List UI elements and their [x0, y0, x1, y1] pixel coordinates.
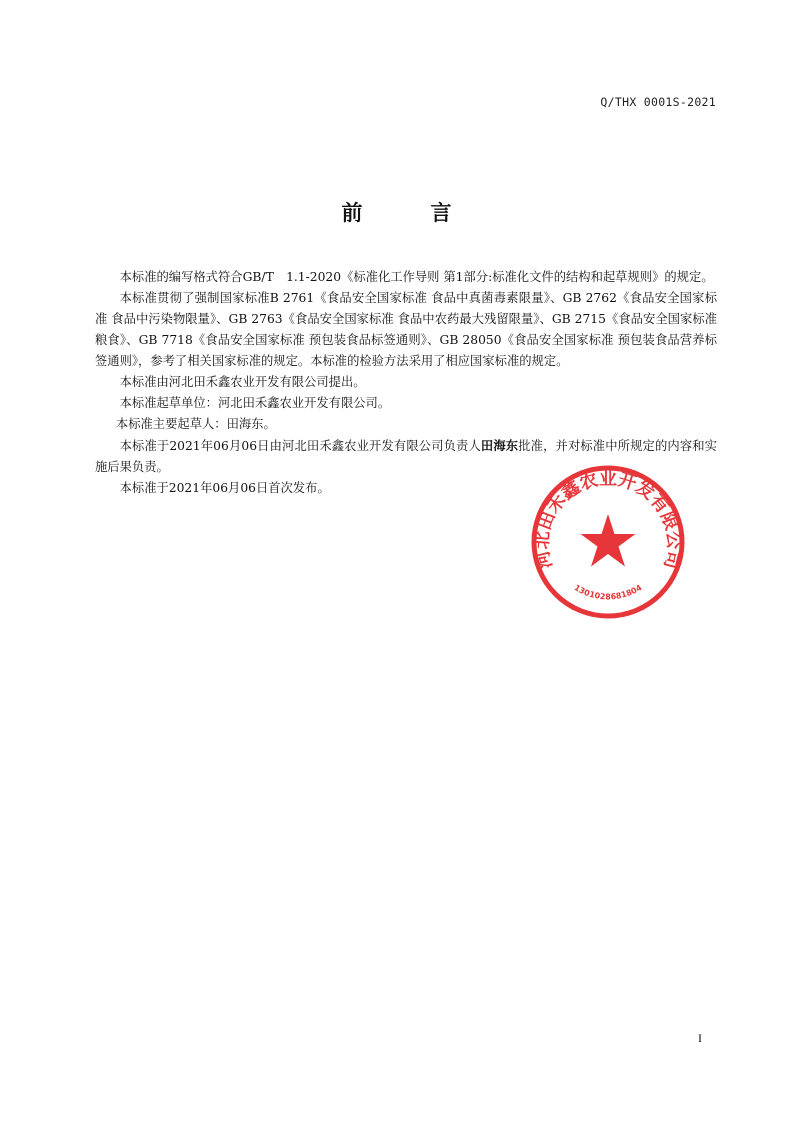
approval-text-before: 本标准于2021年06月06日由河北田禾鑫农业开发有限公司负责人 [119, 439, 481, 453]
title-char-2: 言 [430, 201, 452, 225]
paragraph-format: 本标准的编写格式符合GB/T 1.1-2020《标准化工作导则 第1部分:标准化文件的结构和起草规则》的规定。 [119, 270, 714, 284]
seal-company-name: 河北田禾鑫农业开发有限公司 [531, 468, 685, 572]
paragraph-release: 本标准于2021年06月06日首次发布。 [119, 481, 330, 495]
paragraph-standards: 本标准贯彻了强制国家标准B 2761《食品安全国家标准 食品中真菌毒素限量》、GB 2762《食品安全国家标准 食品中污染物限量》、GB 2763《食品安全国家标准 食品中农药最大残留限量》、GB 2715《食品安全国家标准 粮食》、GB 7718《食品安全国家标准 预包装食品标签通则》、GB 28050《食品安全国家标准 预包装食品营养标签通则》，参考了相关国家标准的规定。本标准的检验方法采用了相应国家标准的规定。 [95, 291, 717, 368]
paragraph-drafting-unit: 本标准起草单位：河北田禾鑫农业开发有限公司。 [119, 396, 391, 410]
approver-name: 田海东 [480, 438, 519, 453]
seal-registration-number: 1301028681804 [572, 583, 644, 602]
document-code: Q/THX 0001S-2021 [600, 95, 716, 109]
page-title [0, 197, 793, 227]
company-seal [528, 462, 688, 622]
paragraph-drafter: 本标准主要起草人：田海东。 [115, 417, 276, 431]
page-number: I [698, 1031, 702, 1045]
star-icon [581, 514, 636, 567]
paragraph-proposer: 本标准由河北田禾鑫农业开发有限公司提出。 [119, 375, 366, 389]
title-char-1: 前 [341, 201, 363, 225]
approval-text-after: 批准，并对标准中所规定的内容和实施后果负责。 [95, 439, 717, 474]
